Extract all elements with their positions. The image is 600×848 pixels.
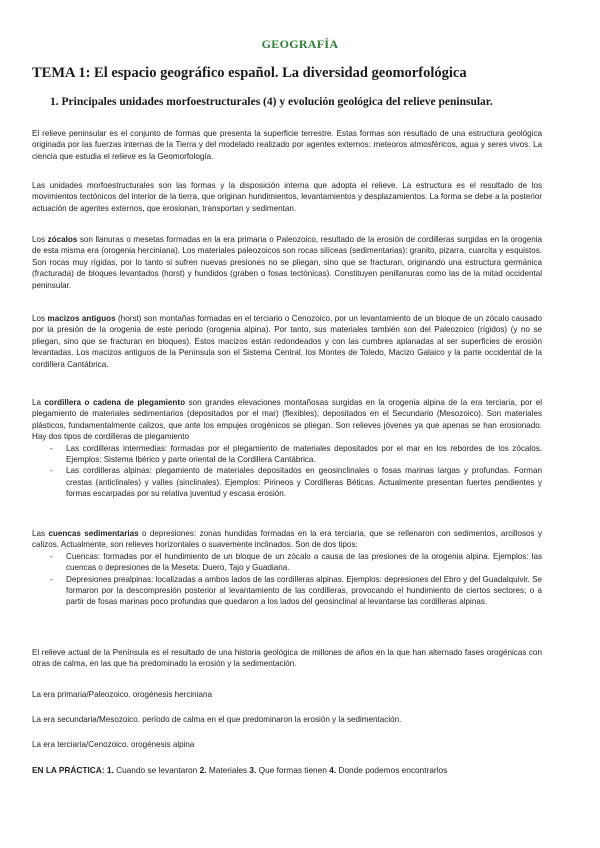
section-heading — [50, 96, 570, 108]
practice-q3-number: 3. — [249, 765, 257, 775]
list-item: - Depresiones prealpinas: localizadas a ambos lados de las cordilleras alpinas. Ejemplos: depresiones del Ebro y del Guadalquivir. Se formaron por la descompresión posterior al levantamiento de las cordilleras, provocando el hundimiento de ciertos sectores; o a partir de fosas marinas poco profundas que quedaron a los lados del geosinclinal al levantarse las cordilleras alpinas. — [32, 574, 542, 608]
paragraph-cordillera — [32, 397, 542, 500]
paragraph-text: Las unidades morfoestructurales son las formas y la disposición interna que adopta el relieve. La estructura es el resultado de los movimientos tectónicos del interior de la tierra, que originan hundimientos, levantamientos y desplazamientos. La forma se debe a la posterior actuación de agentes externos, que erosionan, transportan y sedimentan. — [32, 181, 542, 213]
section-number: 1. — [50, 96, 59, 108]
paragraph-macizos — [32, 313, 542, 370]
era-terciaria: La era terciaria/Cenozoico. orogénesis alpina — [32, 740, 195, 749]
paragraph-final — [32, 647, 542, 670]
paragraph-intro — [32, 128, 542, 162]
term-cordillera: cordillera o cadena de plegamiento — [44, 398, 186, 407]
section-title: Principales unidades morfoestructurales (4) y evolución geológica del relieve peninsular. — [61, 96, 493, 108]
practice-line — [32, 765, 447, 775]
paragraph-text: son llanuras o mesetas formadas en la era primaria o Paleozoico, resultado de la erosión de cordilleras surgidas en la orogenia de esta misma era (orogenia herciniana). Los materiales paleozoicos son rocas silíceas (sedimentarias): granito, pizarra, cuarcita y esquistos. Son rocas muy rígidas, por lo tanto si sufren nuevas presiones no se pliegan, sino que se fracturan, originando una estructura germánica (fracturada) de bloques levantados (horst) y hundidos (graben o fosas tectónicas). Constituyen penillanuras como las de la mitad occidental peninsular. — [32, 235, 542, 290]
paragraph-text: o depresiones: zonas hundidas formadas en la era terciaria, que se rellenaron con sedimentos, arcillosos y calizos. Actualmente, son relieves horizontales o suavemente inclinados. Son de dos tipos: — [32, 529, 543, 550]
theme-title: TEMA 1: El espacio geográfico español. La diversidad geomorfológica — [32, 65, 467, 81]
term-cuencas: cuencas sedimentarias — [48, 529, 139, 538]
paragraph-text: El relieve actual de la Península es el resultado de una historia geológica de millones de años en la que han alternado fases orogénicas con otras de calma, en las que ha predominado la erosión y la sedimentación. — [32, 648, 542, 669]
practice-q1: Cuando se levantaron — [116, 765, 198, 775]
list-item: - Las cordilleras intermedias: formadas por el plegamiento de materiales depositados por el mar en los rebordes de los zócalos. Ejemplos: Sistema Ibérico y parte oriental de la Cordillera Cantábrica. — [32, 443, 542, 466]
practice-q2: Materiales — [208, 765, 248, 775]
list-item: - Las cordilleras alpinas: plegamiento de materiales depositados en geosinclinales o fosas marinas largas y profundas. Forman crestas (anticlinales) y valles (sinclinales). Ejemplos: Pirineos y Cordilleras Béticas. Actualmente presentan fuertes pendientes y formas escarpadas por su relativa juventud y escasa erosión. — [32, 465, 542, 499]
prefix-text: La — [32, 398, 42, 407]
paragraph-text: (horst) son montañas formadas en el terciario o Cenozoico, por un levantamiento de un bloque de un zócalo causado por la presión de la orogenia de este periodo (orogenia alpina). Por tanto, sus materiales también son del Paleozoico (rígidos) (y no se pliegan, sino que se fracturan en bloques). Estos macizos están redondeados y con las cumbres aplanadas al ser superficies de erosión levantadas. Los macizos antiguos de la Península son el Sistema Central, los Montes de Toledo, Macizo Galaico y la parte occidental de la cordillera Cantábrica. — [32, 314, 543, 369]
practice-q1-number: 1. — [106, 765, 114, 775]
prefix-text: Los — [32, 314, 46, 323]
practice-label: EN LA PRÁCTICA: — [32, 765, 105, 775]
practice-q3: Que formas tienen — [258, 765, 327, 775]
prefix-text: Los — [32, 235, 46, 244]
term-zocalos: zócalos — [47, 235, 78, 244]
practice-q4: Donde podemos encontrarlos — [338, 765, 448, 775]
prefix-text: Las — [32, 529, 46, 538]
paragraph-text: El relieve peninsular es el conjunto de formas que presenta la superficie terrestre. Estas formas son resultado de una estructura geológica originada por las fuerzas internas de la Tierra y del modelado realizado por agentes externos: meteoros atmosféricos, agua y seres vivos. La ciencia que estudia el relieve es la Geomorfología. — [32, 129, 542, 161]
paragraph-text: son grandes elevaciones montañosas surgidas en la orogenia alpina de la era terciaria, por el plegamiento de materiales sedimentarios (depositados por el mar) (flexibles), depositados en el Secundario (Mesozoico). Son materiales plásticos, fundamentalmente calizos, que ante los empujes orogénicos se pliegan. Son relieves jóvenes ya que apenas se han erosionado. Hay dos tipos de cordilleras de plegamiento — [32, 398, 543, 442]
practice-q4-number: 4. — [329, 765, 337, 775]
cuencas-list — [32, 551, 542, 608]
paragraph-cuencas — [32, 528, 542, 608]
cordillera-list — [32, 443, 542, 500]
list-item: - Cuencas: formadas por el hundimiento de un bloque de un zócalo a causa de las presiones de la orogenia alpina. Ejemplos: las cuencas o depresiones de la Meseta: Duero, Tajo y Guadiana. — [32, 551, 542, 574]
paragraph-unidades — [32, 180, 542, 214]
term-macizos: macizos antiguos — [47, 314, 116, 323]
practice-q2-number: 2. — [199, 765, 207, 775]
era-secundaria: La era secundaria/Mesozoico. período de calma en el que predominaron la erosión y la sedimentación. — [32, 715, 402, 724]
subject-heading: GEOGRAFÍA — [261, 37, 339, 51]
paragraph-zocalos — [32, 234, 542, 291]
era-primaria: La era primaria/Paleozoico. orogénesis herciniana — [32, 690, 212, 699]
